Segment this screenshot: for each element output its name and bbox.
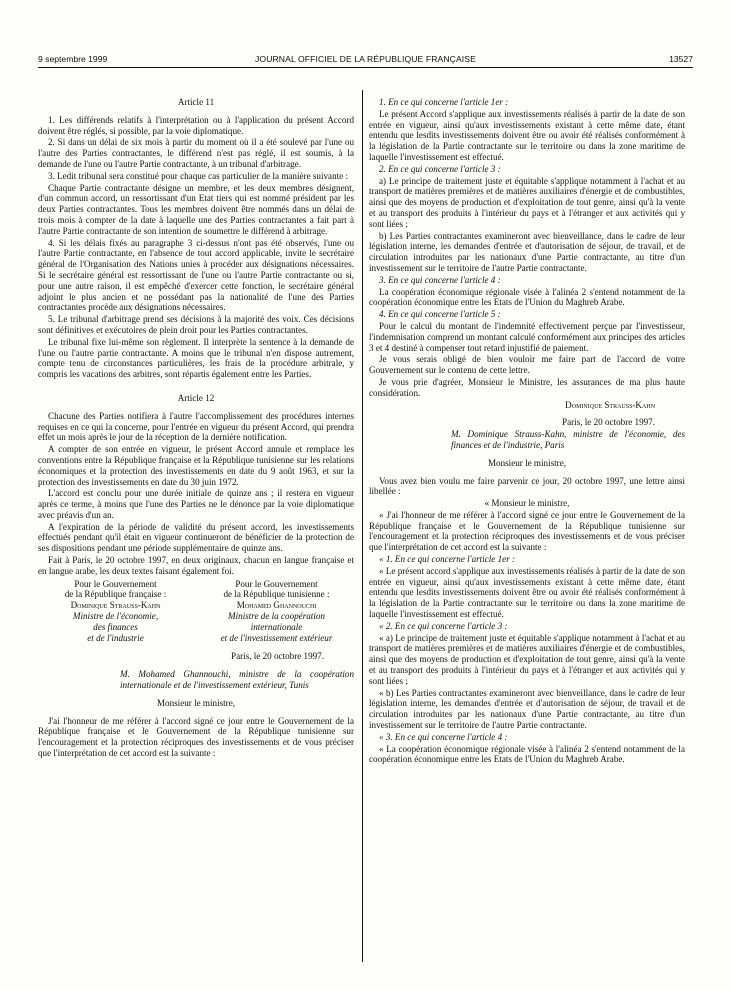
article-11-title: Article 11 <box>177 97 215 107</box>
paragraph: A compter de son entrée en vigueur, le présent Accord annule et remplace les conventions entre la République française et la République tunisienne sur les relations économiques et la protection des investissements en date du 9 août 1963, et sur la protection des investissements en date du 30 juin 1972. <box>38 444 354 487</box>
section-heading: « 2. En ce qui concerne l'article 3 : <box>379 620 508 631</box>
paragraph: a) Le principe de traitement juste et équitable s'applique notamment à l'achat et au transport de matières premières et de matières auxiliaires d'énergie et de combustibles, ainsi que des moyens de production et d'exploitation de tout genre, ainsi qu'à la vente et au transport des produits à l'intérieur du pays et à l'étranger et aux activités qui y sont liées ; <box>369 175 685 229</box>
header-rule <box>38 67 693 68</box>
paragraph: 5. Le tribunal d'arbitrage prend ses décisions à la majorité des voix. Ces décisions sont définitives et exécutoires de plein droit pour les Parties contractantes. <box>38 314 354 335</box>
paragraph: Je vous serais obligé de bien vouloir me faire part de l'accord de votre Gouvernement sur le contenu de cette lettre. <box>369 354 685 376</box>
signatory-name: Dominique Strauss-Kahn <box>565 399 655 410</box>
letter-addressee: M. Dominique Strauss-Kahn, ministre de l'économie, des finances et de l'industrie, Paris <box>451 429 685 450</box>
paragraph: Chacune des Parties notifiera à l'autre l'accomplissement des procédures internes requises en ce qui la concerne, pour l'entrée en vigueur du présent Accord, qui prendra effet un mois après le jour de la réception de la dernière notification. <box>38 410 354 443</box>
paragraph: Pour le calcul du montant de l'indemnité effectivement perçue par l'investisseur, l'indemnisation comprend un montant calculé conformément aux principes des articles 3 et 4 destiné à compenser tout retard injustifié de paiement. <box>369 320 685 353</box>
letter-date: Paris, le 20 octobre 1997. <box>231 651 324 662</box>
journal-title: JOURNAL OFFICIEL DE LA RÉPUBLIQUE FRANÇAISE <box>255 54 476 64</box>
paragraph: Le tribunal fixe lui-même son règlement. Il interprète la sentence à la demande de l'une ou l'autre partie contractante. A moins que le tribunal n'en dispose autrement, compte tenu de circonstances particulières, les frais de la procédure arbitrale, y compris les vacations des arbitres, sont répartis également entre les Parties. <box>38 336 354 380</box>
paragraph: J'ai l'honneur de me référer à l'accord signé ce jour entre le Gouvernement de la République française et le Gouvernement de la République tunisienne sur l'encouragement et la protection réciproques des investissements et de vous préciser que l'interprétation de cet accord est la suivante : <box>38 715 354 759</box>
letter-salutation: Monsieur le ministre, <box>156 697 236 708</box>
section-heading: 4. En ce qui concerne l'article 5 : <box>379 309 501 320</box>
column-divider <box>362 90 363 962</box>
paragraph: « a) Le principe de traitement juste et équitable s'applique notamment à l'achat et au transport de matières premières et de matières auxiliaires d'énergie et de combustibles, ainsi que des moyens de production et d'exploitation de tout genre, ainsi qu'à la vente et au transport des produits à l'intérieur du pays et à l'étranger et aux activités qui y sont liées ; <box>369 632 685 686</box>
paragraph: Le présent Accord s'applique aux investissements réalisés à partir de la date de son entrée en vigueur, ainsi qu'aux investissements existant à cette même date, étant entendu que lesdits investissements doivent être ou avoir été réalisés conformément à la législation de la Partie contractante sur le territoire ou dans la zone maritime de laquelle l'investissement est effectué. <box>369 108 685 162</box>
sig-line: de la République française : <box>64 589 167 600</box>
paragraph: Vous avez bien voulu me faire parvenir ce jour, 20 octobre 1997, une lettre ainsi libellée : <box>369 475 685 497</box>
sig-title: et de l'investissement extérieur <box>220 632 333 643</box>
section-heading: « 3. En ce qui concerne l'article 4 : <box>379 731 508 742</box>
sig-title: Ministre de la coopération <box>228 611 325 622</box>
letter-addressee: M. Mohamed Ghannouchi, ministre de la coopération internationale et de l'investissement extérieur, Tunis <box>120 669 354 691</box>
paragraph: « La coopération économique régionale visée à l'alinéa 2 s'entend notamment de la coopération économique entre les Etats de l'Union du Maghreb Arabe. <box>369 743 685 765</box>
sig-line: de la République tunisienne : <box>223 589 330 600</box>
signature-block <box>38 579 354 644</box>
letter-date: Paris, le 20 octobre 1997. <box>562 417 655 428</box>
paragraph: b) Les Parties contractantes examineront avec bienveillance, dans le cadre de leur législation interne, les demandes d'entrée et d'autorisation de séjour, de travail, et de circulation introduites par les nationaux d'une Partie contractante, au titre d'un investissement sur le territoire de l'autre Partie contractante. <box>369 230 685 273</box>
paragraph: La coopération économique régionale visée à l'alinéa 2 s'entend notamment de la coopération économique entre les Etats de l'Union du Maghreb Arabe. <box>369 286 685 308</box>
signatory-name: Mohamed Ghannouchi <box>236 600 317 611</box>
section-heading: 2. En ce qui concerne l'article 3 : <box>379 163 501 174</box>
sig-line: Pour le Gouvernement <box>74 578 157 589</box>
paragraph: « J'ai l'honneur de me référer à l'accord signé ce jour entre le Gouvernement de la République française et le Gouvernement de la République tunisienne sur l'encouragement et la protection réciproques des investissements et de vous préciser que l'interprétation de cet accord est la suivante : <box>369 509 685 553</box>
sig-title: et de l'industrie <box>87 632 144 643</box>
paragraph: A l'expiration de la période de validité du présent accord, les investissements effectués pendant qu'il était en vigueur continueront de bénéficier de la protection de ses dispositions pendant une période supplémentaire de quinze ans. <box>38 521 354 554</box>
right-column <box>369 97 685 766</box>
article-12-title: Article 12 <box>177 392 215 403</box>
section-heading: « 1. En ce qui concerne l'article 1er : <box>379 554 516 565</box>
paragraph: Je vous prie d'agréer, Monsieur le Ministre, les assurances de ma plus haute considération. <box>369 376 685 398</box>
quoted-salutation: « Monsieur le ministre, <box>484 498 570 509</box>
paragraph: 3. Ledit tribunal sera constitué pour chaque cas particulier de la manière suivante : <box>48 170 348 181</box>
paragraph: 1. Les différends relatifs à l'interprétation ou à l'application du présent Accord doivent être réglés, si possible, par la voie diplomatique. <box>38 114 354 136</box>
sig-title: Ministre de l'économie, <box>72 611 159 622</box>
paragraph: Fait à Paris, le 20 octobre 1997, en deux originaux, chacun en langue française et en langue arabe, les deux textes faisant également foi. <box>38 555 354 576</box>
letter-salutation: Monsieur le ministre, <box>487 457 567 468</box>
header-date: 9 septembre 1999 <box>38 54 108 64</box>
left-column <box>38 97 354 760</box>
paragraph: 2. Si dans un délai de six mois à partir du moment où il a été soulevé par l'une ou l'autre des Parties contractantes, le différend n'est pas réglé, il est soumis, à la demande de l'une ou l'autre Partie contractante, à un tribunal d'arbitrage. <box>38 137 354 169</box>
section-heading: 3. En ce qui concerne l'article 4 : <box>379 274 501 285</box>
paragraph: L'accord est conclu pour une durée initiale de quinze ans ; il restera en vigueur après ce terme, à moins que l'une des Parties ne le dénonce par la voie diplomatique avec préavis d'un an. <box>38 488 354 520</box>
paragraph: « Le présent accord s'applique aux investissements réalisés à partir de la date de son entrée en vigueur, ainsi qu'aux investissements existant à cette même date, étant entendu que lesdits investissements doivent être ou avoir été réalisés conformément à la législation de la Partie contractante sur le territoire ou dans la zone maritime de laquelle l'investissement est effectué. <box>369 565 685 620</box>
signature-france <box>38 579 193 644</box>
paragraph: Chaque Partie contractante désigne un membre, et les deux membres désignent, d'un commun accord, un ressortissant d'un Etat tiers qui est nommé président par les deux Parties contractantes. Tous les membres doivent être nommés dans un délai de trois mois à compter de la date à laquelle une des Parties contractantes a fait part à l'autre Partie contractante de son intention de soumettre le différend à arbitrage. <box>38 182 354 236</box>
page-number: 13527 <box>669 54 693 64</box>
section-heading: 1. En ce qui concerne l'article 1er : <box>379 97 509 107</box>
sig-line: Pour le Gouvernement <box>235 578 318 589</box>
sig-title: internationale <box>250 621 303 632</box>
paragraph: 4. Si les délais fixés au paragraphe 3 ci-dessus n'ont pas été observés, l'une ou l'autre Partie contractante, en l'absence de tout accord applicable, invite le secrétaire général de l'Organisation des Nations unies à procéder aux désignations nécessaires. Si le secrétaire général est ressortissant de l'une ou l'autre Partie contractante ou si, pour une autre raison, il est empêché d'exercer cette fonction, le secrétaire général adjoint le plus ancien et ne possédant pas la nationalité de l'une des Parties contractantes procède aux désignations nécessaires. <box>38 237 354 313</box>
sig-title: des finances <box>93 621 138 632</box>
paragraph: « b) Les Parties contractantes examineront avec bienveillance, dans le cadre de leur législation interne, les demandes d'entrée et d'autorisation de séjour, de travail et de circulation introduites par les nationaux d'une Partie contractante, au titre d'un investissement sur le territoire de l'autre Partie contractante. <box>369 687 685 731</box>
page-header <box>38 54 693 68</box>
signatory-name: Dominique Strauss-Kahn <box>70 600 161 611</box>
signature-tunisia <box>199 579 354 644</box>
